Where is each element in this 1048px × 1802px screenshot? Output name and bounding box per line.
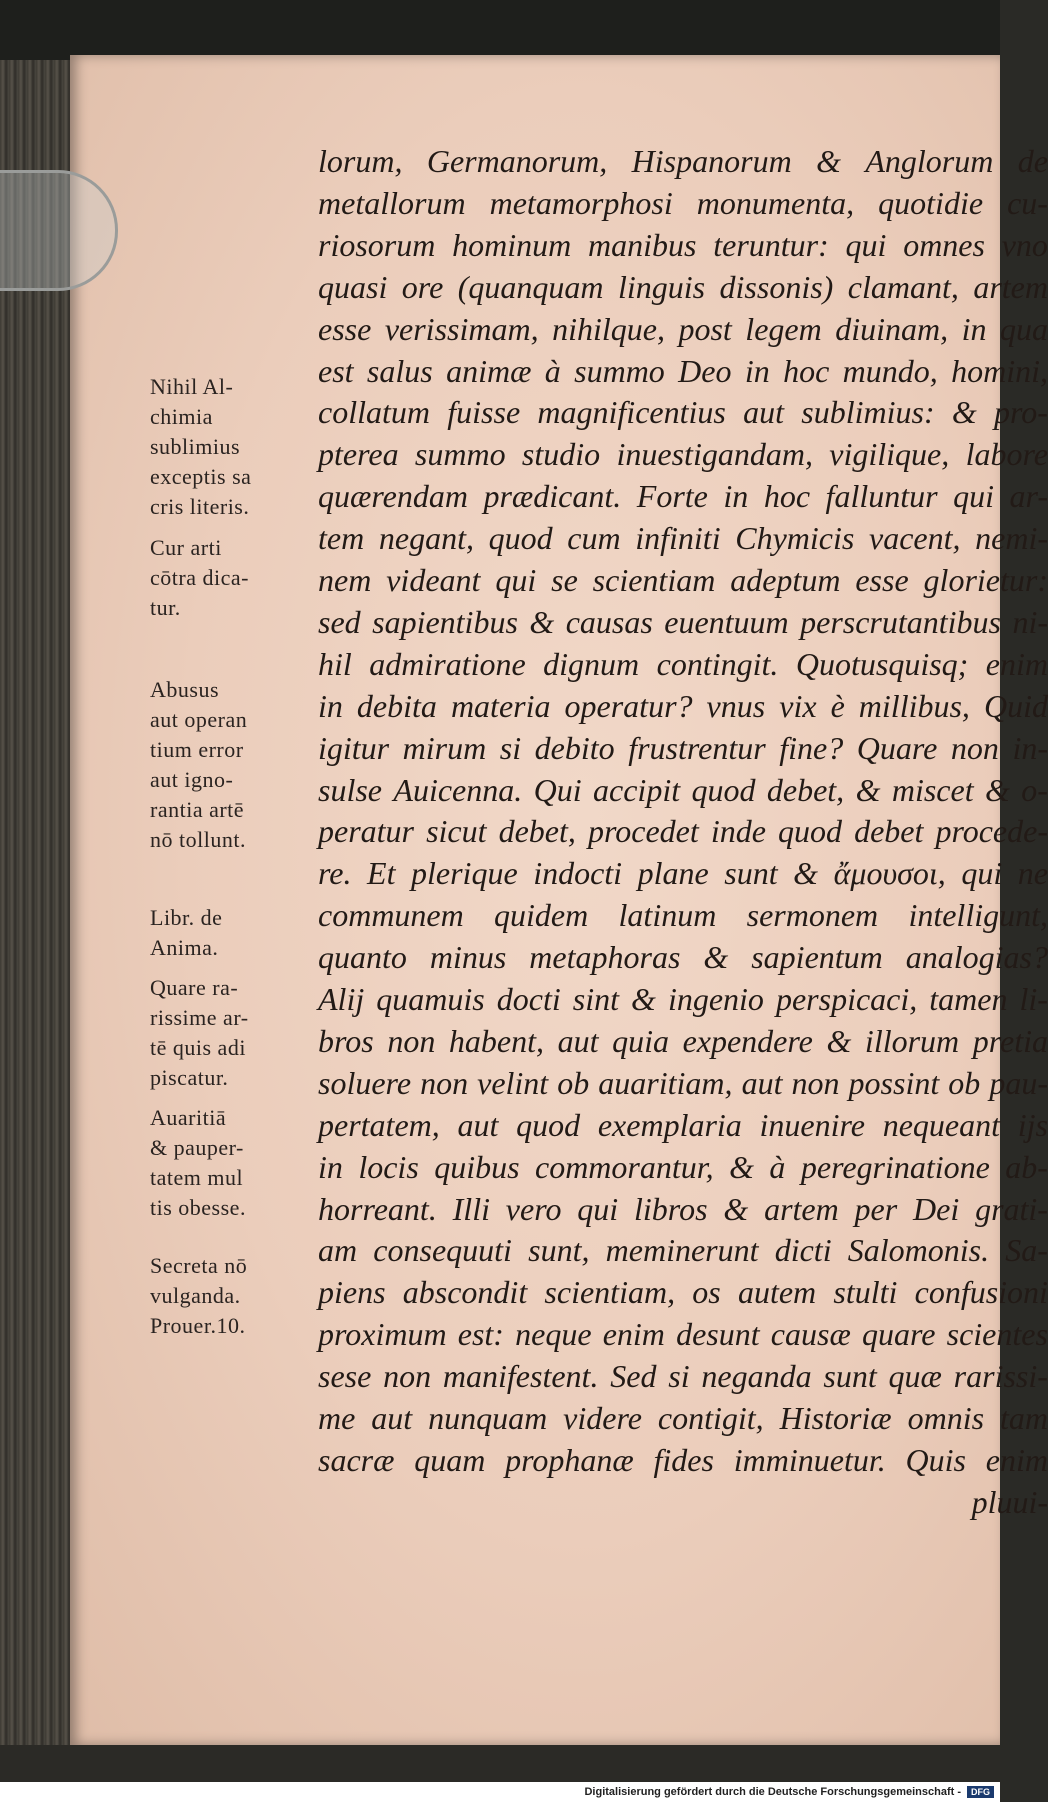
word: sicut bbox=[426, 813, 487, 849]
text-line bbox=[318, 769, 1048, 811]
text-line bbox=[318, 517, 1048, 559]
book-page bbox=[70, 55, 1048, 1745]
word: metamorphosi bbox=[489, 185, 673, 221]
text-line bbox=[318, 1439, 1048, 1481]
word: soluere bbox=[318, 1065, 412, 1101]
word: causas bbox=[565, 604, 653, 640]
word: sublimius: bbox=[801, 394, 935, 430]
word: sulse bbox=[318, 772, 382, 808]
text-line bbox=[318, 1229, 1048, 1271]
word: quod bbox=[488, 520, 553, 556]
word: metaphoras bbox=[529, 939, 681, 975]
word: analogias? bbox=[905, 939, 1048, 975]
word: minus bbox=[429, 939, 507, 975]
word: latinum bbox=[618, 897, 717, 933]
text-line bbox=[318, 433, 1048, 475]
word: Germanorum, bbox=[426, 143, 608, 179]
word: videre bbox=[563, 1400, 642, 1436]
bottom-background bbox=[0, 1745, 1000, 1782]
word: monumenta, bbox=[696, 185, 855, 221]
word: in bbox=[961, 311, 987, 347]
word: & bbox=[529, 604, 555, 640]
word: qui bbox=[577, 1191, 619, 1227]
word: verissimam, bbox=[384, 311, 539, 347]
word: pro- bbox=[994, 394, 1048, 430]
word: nunquam bbox=[428, 1400, 548, 1436]
word: omnes bbox=[903, 227, 985, 263]
word: plerique bbox=[411, 855, 518, 891]
word: re. bbox=[318, 855, 352, 891]
word: frustrentur bbox=[628, 730, 766, 766]
text-line bbox=[318, 1188, 1048, 1230]
word: animæ bbox=[446, 353, 532, 389]
word: qui bbox=[495, 562, 537, 598]
word: indocti bbox=[533, 855, 623, 891]
word: riosorum bbox=[318, 227, 436, 263]
word: inde bbox=[710, 813, 766, 849]
text-line bbox=[318, 1062, 1048, 1104]
word: manibus bbox=[588, 227, 697, 263]
text-line bbox=[318, 936, 1048, 978]
word: studio bbox=[521, 436, 601, 472]
margin-note: Quare ra- rissime ar- tē quis adi piscatur. bbox=[150, 975, 249, 1090]
word: os bbox=[692, 1274, 721, 1310]
word: falluntur bbox=[825, 478, 938, 514]
word: procede- bbox=[935, 813, 1048, 849]
text-line bbox=[318, 643, 1048, 685]
word: summo bbox=[414, 436, 506, 472]
word: quam bbox=[414, 1442, 486, 1478]
word: Qui bbox=[533, 772, 582, 808]
word: quamuis bbox=[376, 981, 485, 1017]
word: Forte bbox=[636, 478, 708, 514]
text-line bbox=[318, 1397, 1048, 1439]
word: ijs bbox=[1017, 1107, 1048, 1143]
word: de bbox=[1017, 143, 1048, 179]
word: Hispanorum bbox=[631, 143, 792, 179]
word: hil bbox=[318, 646, 352, 682]
word: per bbox=[854, 1191, 898, 1227]
word: vnus bbox=[706, 688, 766, 724]
word: mundo, bbox=[842, 353, 938, 389]
word: consequuti bbox=[373, 1232, 512, 1268]
word: infiniti bbox=[635, 520, 721, 556]
word: perspicaci, bbox=[775, 981, 918, 1017]
word: non bbox=[387, 1023, 436, 1059]
text-line bbox=[318, 308, 1048, 350]
word: & bbox=[703, 939, 729, 975]
word: vigilique, bbox=[829, 436, 950, 472]
word: fuisse bbox=[447, 394, 521, 430]
text-line bbox=[318, 559, 1048, 601]
word: linguis bbox=[617, 269, 706, 305]
word: debet bbox=[854, 813, 924, 849]
word: debito bbox=[534, 730, 615, 766]
text-line bbox=[318, 475, 1048, 517]
word: proximum bbox=[318, 1316, 447, 1352]
book-spine-edge bbox=[0, 60, 70, 1750]
word: docti bbox=[496, 981, 561, 1017]
word: collatum bbox=[318, 394, 430, 430]
word: (quanquam bbox=[457, 269, 604, 305]
word: sermonem bbox=[746, 897, 879, 933]
word: dissonis) bbox=[719, 269, 834, 305]
word: & bbox=[826, 1023, 852, 1059]
word: est: bbox=[457, 1316, 504, 1352]
word: artem bbox=[764, 1191, 839, 1227]
word: neque bbox=[515, 1316, 592, 1352]
word: sese bbox=[318, 1358, 372, 1394]
word: quæ bbox=[888, 1358, 942, 1394]
word: & bbox=[793, 855, 819, 891]
word: scientiam, bbox=[544, 1274, 676, 1310]
text-line bbox=[318, 978, 1048, 1020]
word: teruntur: bbox=[713, 227, 829, 263]
word: quærendam bbox=[318, 478, 468, 514]
word: igitur bbox=[318, 730, 390, 766]
word: libros bbox=[634, 1191, 708, 1227]
word: & bbox=[631, 981, 656, 1017]
word: ore bbox=[401, 269, 444, 305]
word: Illi bbox=[452, 1191, 490, 1227]
word: quod bbox=[777, 813, 842, 849]
word: se bbox=[551, 562, 578, 598]
word: sint bbox=[572, 981, 619, 1017]
word: non bbox=[791, 1065, 840, 1101]
word: salus bbox=[366, 353, 433, 389]
word: sed bbox=[318, 604, 361, 640]
text-line bbox=[318, 182, 1048, 224]
word: quare bbox=[861, 1316, 936, 1352]
text-line bbox=[318, 894, 1048, 936]
text-line bbox=[318, 601, 1048, 643]
word: aut bbox=[557, 1023, 599, 1059]
text-line bbox=[318, 1104, 1048, 1146]
word: prædicant. bbox=[483, 478, 622, 514]
word: confusioni bbox=[914, 1274, 1048, 1310]
word: euentuum bbox=[664, 604, 789, 640]
word: admiratione bbox=[369, 646, 526, 682]
word: meminerunt bbox=[605, 1232, 759, 1268]
word: & bbox=[951, 394, 977, 430]
word: abscondit bbox=[402, 1274, 528, 1310]
word: aut bbox=[457, 1107, 499, 1143]
word: qui bbox=[953, 478, 994, 514]
word: am bbox=[318, 1232, 358, 1268]
word: inuenire bbox=[759, 1107, 865, 1143]
word: non bbox=[383, 1358, 432, 1394]
word: locis bbox=[358, 1149, 419, 1185]
word: quotidie bbox=[878, 185, 984, 221]
word: nihilque, bbox=[552, 311, 665, 347]
word: Historiæ bbox=[779, 1400, 892, 1436]
word: tem bbox=[318, 520, 365, 556]
word: horreant. bbox=[318, 1191, 437, 1227]
text-line bbox=[318, 224, 1048, 266]
word: quod bbox=[691, 772, 756, 808]
word: inuestigandam, bbox=[616, 436, 813, 472]
word: glorietur: bbox=[923, 562, 1048, 598]
word: peratur bbox=[318, 813, 414, 849]
word: ingenio bbox=[667, 981, 764, 1017]
word: accipit bbox=[593, 772, 681, 808]
word: habent, bbox=[448, 1023, 544, 1059]
word: quanto bbox=[318, 939, 407, 975]
word: Et bbox=[367, 855, 396, 891]
text-line bbox=[318, 685, 1048, 727]
word: & bbox=[723, 1191, 749, 1227]
word: procedet bbox=[587, 813, 699, 849]
word: Quid bbox=[983, 688, 1048, 724]
page-clip bbox=[0, 170, 118, 291]
word: si bbox=[499, 730, 522, 766]
word: sunt, bbox=[528, 1232, 590, 1268]
word: & bbox=[855, 772, 881, 808]
word: plane bbox=[637, 855, 709, 891]
word: artem bbox=[973, 269, 1048, 305]
word: li- bbox=[1019, 981, 1048, 1017]
word: sunt bbox=[823, 1358, 877, 1394]
footer-credit: Digitalisierung gefördert durch die Deutsche Forschungsgemeinschaft - bbox=[584, 1786, 961, 1798]
word: imminuetur. bbox=[733, 1442, 886, 1478]
word: Alij bbox=[318, 981, 365, 1017]
word: fine? bbox=[779, 730, 844, 766]
word: Deo bbox=[678, 353, 732, 389]
word: magnificentius bbox=[537, 394, 726, 430]
text-line bbox=[318, 140, 1048, 182]
word: manifestent. bbox=[442, 1358, 599, 1394]
word: ni- bbox=[1012, 604, 1048, 640]
word: qua bbox=[999, 311, 1048, 347]
text-line bbox=[318, 1355, 1048, 1397]
margin-note: Libr. de Anima. bbox=[150, 905, 223, 960]
word: ar- bbox=[1009, 478, 1048, 514]
word: bros bbox=[318, 1023, 374, 1059]
word: sapientibus bbox=[372, 604, 518, 640]
margin-note: Cur arti cōtra dica- tur. bbox=[150, 535, 249, 620]
word: commorantur, bbox=[534, 1149, 714, 1185]
word: me bbox=[318, 1400, 356, 1436]
word: grati- bbox=[975, 1191, 1048, 1227]
word: scientes bbox=[946, 1316, 1048, 1352]
word: prophanæ bbox=[505, 1442, 634, 1478]
word: sacræ bbox=[318, 1442, 395, 1478]
text-line bbox=[318, 727, 1048, 769]
text-line bbox=[318, 266, 1048, 308]
word: fides bbox=[653, 1442, 714, 1478]
word: non bbox=[420, 1065, 469, 1101]
word: à bbox=[769, 1149, 786, 1185]
word: quidem bbox=[494, 897, 589, 933]
word: enim bbox=[985, 1442, 1048, 1478]
word: enim bbox=[985, 646, 1048, 682]
word: o- bbox=[1021, 772, 1048, 808]
word: intelligunt, bbox=[908, 897, 1048, 933]
word: diuinam, bbox=[835, 311, 949, 347]
word: hoc bbox=[763, 478, 811, 514]
word: ob bbox=[557, 1065, 590, 1101]
word: ἄμουσοι, bbox=[833, 855, 946, 891]
word: aut bbox=[741, 1065, 783, 1101]
word: cu- bbox=[1007, 185, 1048, 221]
word: post bbox=[678, 311, 732, 347]
word: nemi- bbox=[975, 520, 1048, 556]
word: Auicenna. bbox=[393, 772, 523, 808]
word: ne bbox=[1017, 855, 1048, 891]
word: Sed bbox=[610, 1358, 657, 1394]
word: si bbox=[668, 1358, 690, 1394]
word: piens bbox=[318, 1274, 386, 1310]
word: millibus, bbox=[858, 688, 970, 724]
word: tam bbox=[1000, 1400, 1048, 1436]
word: sapientum bbox=[751, 939, 883, 975]
word: Dei bbox=[913, 1191, 960, 1227]
word: enim bbox=[602, 1316, 665, 1352]
word: nequeant bbox=[882, 1107, 1001, 1143]
word: ab- bbox=[1005, 1149, 1048, 1185]
word: in- bbox=[1012, 730, 1048, 766]
word: stulti bbox=[833, 1274, 898, 1310]
word: aut bbox=[371, 1400, 413, 1436]
word: vacent, bbox=[868, 520, 961, 556]
word: sunt bbox=[724, 855, 778, 891]
word: in bbox=[318, 1149, 343, 1185]
word: videant bbox=[386, 562, 481, 598]
word: à bbox=[544, 353, 561, 389]
word: materia bbox=[450, 688, 551, 724]
word: autem bbox=[737, 1274, 817, 1310]
text-line bbox=[318, 350, 1048, 392]
word: quod bbox=[516, 1107, 581, 1143]
footer-bar bbox=[0, 1782, 1000, 1802]
word: auaritiam, bbox=[598, 1065, 733, 1101]
word: miscet bbox=[891, 772, 974, 808]
word: pterea bbox=[318, 436, 399, 472]
word: hoc bbox=[783, 353, 830, 389]
word: causæ bbox=[770, 1316, 851, 1352]
word: perscrutantibus bbox=[800, 604, 1001, 640]
text-line bbox=[318, 1271, 1048, 1313]
word: non bbox=[950, 730, 999, 766]
word: & bbox=[729, 1149, 754, 1185]
word: omnis bbox=[907, 1400, 985, 1436]
top-background bbox=[0, 0, 1000, 60]
word: velint bbox=[477, 1065, 549, 1101]
word: quibus bbox=[434, 1149, 520, 1185]
word: pretia bbox=[972, 1023, 1048, 1059]
text-line bbox=[318, 852, 1048, 894]
word: mirum bbox=[402, 730, 487, 766]
word: Anglorum bbox=[865, 143, 994, 179]
word: Quotusquisq; bbox=[795, 646, 969, 682]
word: & bbox=[816, 143, 841, 179]
word: vno bbox=[1001, 227, 1048, 263]
word: esse bbox=[855, 562, 909, 598]
word: pau- bbox=[989, 1065, 1048, 1101]
text-line bbox=[318, 1020, 1048, 1062]
word: dignum bbox=[543, 646, 640, 682]
word: labore bbox=[965, 436, 1048, 472]
word: nem bbox=[318, 562, 372, 598]
word: contigit, bbox=[657, 1400, 764, 1436]
word: illorum bbox=[864, 1023, 960, 1059]
word: quasi bbox=[318, 269, 388, 305]
word: adeptum bbox=[730, 562, 841, 598]
word: qui bbox=[961, 855, 1003, 891]
word: rarissi- bbox=[953, 1358, 1048, 1394]
word: summo bbox=[574, 353, 665, 389]
word: lorum, bbox=[318, 143, 403, 179]
margin-note: Nihil Al- chimia sublimius exceptis sa cris literis. bbox=[150, 374, 252, 519]
word: legem bbox=[745, 311, 822, 347]
word: scientiam bbox=[592, 562, 716, 598]
word: communem bbox=[318, 897, 464, 933]
word: esse bbox=[318, 311, 372, 347]
text-line bbox=[318, 810, 1048, 852]
margin-note: Auaritiā & pauper- tatem mul tis obesse. bbox=[150, 1105, 246, 1220]
word: debet, bbox=[766, 772, 845, 808]
word: contingit. bbox=[656, 646, 779, 682]
catchword bbox=[318, 1481, 1048, 1523]
margin-note: Abusus aut operan tium error aut igno- rantia artē nō tollunt. bbox=[150, 677, 248, 852]
word: cum bbox=[567, 520, 621, 556]
word: & bbox=[984, 772, 1010, 808]
text-line bbox=[318, 391, 1048, 433]
word: in bbox=[723, 478, 749, 514]
word: tamen bbox=[929, 981, 1008, 1017]
word: Chymicis bbox=[735, 520, 855, 556]
word: exemplaria bbox=[597, 1107, 742, 1143]
word: clamant, bbox=[847, 269, 959, 305]
word: expendere bbox=[682, 1023, 813, 1059]
word: aut bbox=[743, 394, 784, 430]
word: pertatem, bbox=[318, 1107, 440, 1143]
margin-note: Secreta nō vulganda. Prouer.10. bbox=[150, 1253, 248, 1338]
word: pluui- bbox=[971, 1484, 1048, 1520]
word: dicti bbox=[774, 1232, 832, 1268]
word: est bbox=[318, 353, 354, 389]
word: possint bbox=[848, 1065, 940, 1101]
word: è bbox=[830, 688, 845, 724]
word: qui bbox=[845, 227, 887, 263]
word: debet, bbox=[498, 813, 576, 849]
dfg-logo: DFG bbox=[967, 1786, 994, 1798]
word: ob bbox=[948, 1065, 981, 1101]
word: in bbox=[318, 688, 343, 724]
word: vix bbox=[779, 688, 817, 724]
word: quia bbox=[612, 1023, 669, 1059]
word: desunt bbox=[676, 1316, 760, 1352]
word: debita bbox=[356, 688, 437, 724]
word: in bbox=[744, 353, 770, 389]
word: operatur? bbox=[564, 688, 693, 724]
word: Quis bbox=[905, 1442, 966, 1478]
word: negant, bbox=[378, 520, 474, 556]
word: metallorum bbox=[318, 185, 466, 221]
text-line bbox=[318, 1146, 1048, 1188]
word: hominum bbox=[452, 227, 572, 263]
text-line bbox=[318, 1313, 1048, 1355]
word: Salomonis. bbox=[847, 1232, 990, 1268]
word: Quare bbox=[856, 730, 938, 766]
word: neganda bbox=[701, 1358, 812, 1394]
word: vero bbox=[505, 1191, 562, 1227]
word: homini, bbox=[951, 353, 1048, 389]
word: Sa- bbox=[1005, 1232, 1048, 1268]
word: peregrinatione bbox=[800, 1149, 990, 1185]
